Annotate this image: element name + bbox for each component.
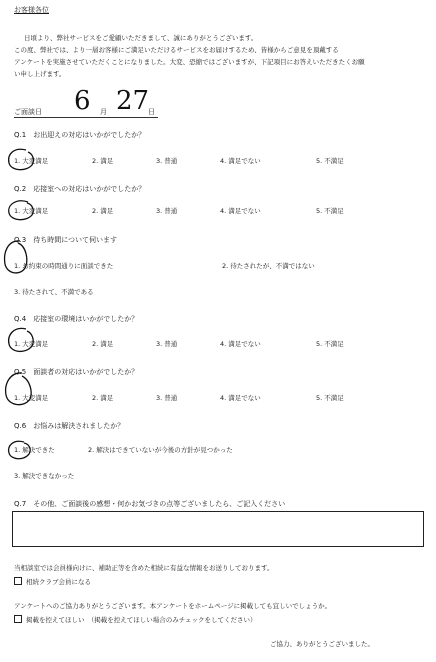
intro-line-4: い申し上げます。 [14, 70, 66, 78]
q1-selection-circle [4, 146, 38, 174]
q2-option-3[interactable]: 3. 普通 [156, 207, 178, 215]
q3-title: Q.3 待ち時間について伺います [14, 236, 118, 244]
q3-selection-circle [2, 238, 32, 278]
q3-option-3[interactable]: 3. 待たされて、不満である [14, 288, 94, 296]
date-month-handwritten: 6 [74, 86, 91, 116]
q1-option-2[interactable]: 2. 満足 [92, 157, 114, 165]
q2-title: Q.2 応接室への対応はいかがでしたか？ [14, 185, 146, 193]
publish-text: アンケートへのご協力ありがとうございます。本アンケートをホームページに掲載しても宜しいでしょうか。 [14, 602, 332, 610]
q2-selection-circle [4, 198, 38, 224]
q6-option-3[interactable]: 3. 解決できなかった [14, 472, 75, 480]
q5-option-3[interactable]: 3. 普通 [156, 394, 178, 402]
q4-option-1[interactable]: 1. 大変満足 [14, 340, 49, 348]
club-checkbox-row[interactable] [14, 577, 91, 587]
q6-option-1[interactable]: 1. 解決できた [14, 446, 55, 454]
club-checkbox[interactable] [14, 577, 22, 585]
q2-option-4[interactable]: 4. 満足でない [220, 207, 261, 215]
q4-selection-circle [4, 326, 38, 356]
q7-title: Q.7 その他、ご面談後の感想・何かお気づきの点等ございましたら、ご記入ください [14, 500, 286, 508]
publish-checkbox[interactable] [14, 615, 22, 623]
q2-option-2[interactable]: 2. 満足 [92, 207, 114, 215]
q4-option-5[interactable]: 5. 不満足 [316, 340, 344, 348]
date-label: ご面談日 [14, 108, 42, 116]
addressee: お客様各位 [14, 6, 49, 14]
date-day-handwritten: 27 [116, 86, 150, 116]
q6-selection-circle [4, 438, 34, 464]
q1-option-3[interactable]: 3. 普通 [156, 157, 178, 165]
date-month-unit: 月 [100, 108, 107, 116]
q5-option-5[interactable]: 5. 不満足 [316, 394, 344, 402]
q1-option-1[interactable]: 1. 大変満足 [14, 157, 49, 165]
q2-option-5[interactable]: 5. 不満足 [316, 207, 344, 215]
q4-title: Q.4 応接室の環境はいかがでしたか？ [14, 315, 139, 323]
q7-answer-box[interactable] [12, 511, 424, 547]
q1-option-5[interactable]: 5. 不満足 [316, 157, 344, 165]
publish-checkbox-label: 掲載を控えてほしい （掲載を控えてほしい場合のみチェックをしてください） [26, 616, 257, 624]
club-checkbox-label: 相続クラブ会員になる [26, 578, 91, 586]
q5-title: Q.5 面談者の対応はいかがでしたか？ [14, 368, 139, 376]
q2-option-1[interactable]: 1. 大変満足 [14, 207, 49, 215]
q4-option-2[interactable]: 2. 満足 [92, 340, 114, 348]
q4-option-3[interactable]: 3. 普通 [156, 340, 178, 348]
q3-option-2[interactable]: 2. 待たされたが、不満ではない [222, 262, 315, 270]
date-underline [14, 117, 158, 118]
q1-title: Q.1 お出迎えの対応はいかがでしたか？ [14, 131, 146, 139]
closing-text: ご協力、ありがとうございました。 [270, 640, 374, 648]
q5-option-1[interactable]: 1. 大変満足 [14, 394, 49, 402]
q6-option-2[interactable]: 2. 解決はできていないが今後の方針が見つかった [88, 446, 233, 454]
q6-title: Q.6 お悩みは解決されましたか？ [14, 422, 125, 430]
q5-selection-circle [2, 370, 36, 410]
club-text: 当相談室では会員様向けに、補助正等を含めた相続に有益な情報をお送りしております。 [14, 564, 274, 572]
intro-line-1: 日頃より、弊社サービスをご愛顧いただきまして、誠にありがとうございます。 [24, 34, 258, 42]
q5-option-4[interactable]: 4. 満足でない [220, 394, 261, 402]
q4-option-4[interactable]: 4. 満足でない [220, 340, 261, 348]
intro-line-3: アンケートを実施させていただくことになりました。大変、恐縮ではございますが、下記項目にお答えいただきたくお願 [14, 58, 365, 66]
date-day-unit: 日 [148, 108, 155, 116]
publish-checkbox-row[interactable] [14, 615, 257, 625]
q5-option-2[interactable]: 2. 満足 [92, 394, 114, 402]
intro-line-2: この度、弊社では、より一層お客様にご満足いただけるサービスをお届けするため、皆様からご意見を頂戴する [14, 46, 339, 54]
q1-option-4[interactable]: 4. 満足でない [220, 157, 261, 165]
q3-option-1[interactable]: 1. お約束の時間通りに面談できた [14, 262, 114, 270]
